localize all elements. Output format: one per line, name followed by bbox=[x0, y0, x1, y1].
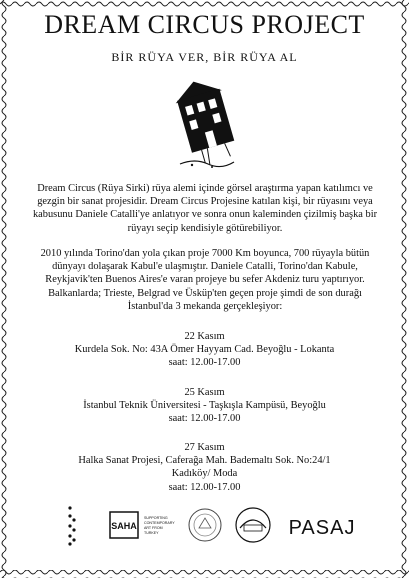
pasaj-logo bbox=[289, 517, 356, 539]
event-date: 25 Kasım bbox=[184, 387, 225, 398]
event-venue-line2: Kadıköy/ Moda bbox=[171, 468, 238, 480]
halka-logo bbox=[236, 508, 270, 542]
event-time: saat: 12.00-17.00 bbox=[168, 481, 241, 493]
event-venue: Kurdela Sok. No: 43A Ömer Hayyam Cad. Beyoğlu - Lokanta bbox=[74, 344, 335, 356]
university-seal-logo bbox=[189, 509, 221, 541]
event-venue: İstanbul Teknik Üniversitesi - Taşkışla Kampüsü, Beyoğlu bbox=[83, 400, 326, 412]
saha-logo bbox=[110, 512, 175, 538]
page-subtitle: BİR RÜYA VER, BİR RÜYA AL bbox=[111, 50, 298, 64]
event-date: 22 Kasım bbox=[184, 331, 225, 342]
event-date: 27 Kasım bbox=[184, 442, 225, 453]
event-time: saat: 12.00-17.00 bbox=[168, 357, 241, 369]
svg-text:CONTEMPORARY: CONTEMPORARY bbox=[144, 521, 175, 525]
event-block bbox=[20, 386, 389, 426]
svg-text:SUPPORTING: SUPPORTING bbox=[144, 516, 168, 520]
sponsor-logos bbox=[60, 498, 360, 546]
svg-text:ART FROM: ART FROM bbox=[144, 526, 163, 530]
event-block bbox=[20, 441, 389, 494]
saha-logo-text: SAHA bbox=[111, 521, 137, 531]
pasaj-logo-text: PASAJ bbox=[288, 517, 356, 539]
event-time: saat: 12.00-17.00 bbox=[168, 413, 241, 425]
history-paragraph: 2010 yılında Torino'dan yola çıkan proje 7000 Km boyunca, 700 rüyayla bütün dünyayı dolaşarak Kabul'e ulaşmıştır. Daniele Catalli, Torino'dan Kabule, Reykjavik'ten Buenos Aires'e varan projeye bu sefer Akdeniz turu yaptırıyor. Balkanlarda; Trieste, Belgrad ve Üsküp'ten geçen proje şimdi de son durağı İstanbul'da 3 mekanda gerçekleşiyor: bbox=[40, 248, 370, 312]
tilted-house-illustration bbox=[150, 72, 260, 172]
event-block bbox=[20, 330, 389, 370]
event-venue: Halka Sanat Projesi, Caferağa Mah. Bademaltı Sok. No:24/1 bbox=[78, 455, 331, 467]
page-title: DREAM CIRCUS PROJECT bbox=[44, 10, 365, 39]
dream-circus-dots-logo bbox=[68, 506, 75, 545]
intro-paragraph: Dream Circus (Rüya Sirki) rüya alemi içinde görsel araştırma yapan katılımcı ve gezgin bir sanat projesidir. Dream Circus Projesine katılan kişi, bir rüyasını veya kabusunu Daniele Catalli'ye anlatıyor ve sonra onun kaleminden çizilmiş başka bir rüyayı seçip kendisiyle götürebiliyor. bbox=[32, 183, 378, 234]
svg-text:TURKEY: TURKEY bbox=[144, 531, 159, 535]
